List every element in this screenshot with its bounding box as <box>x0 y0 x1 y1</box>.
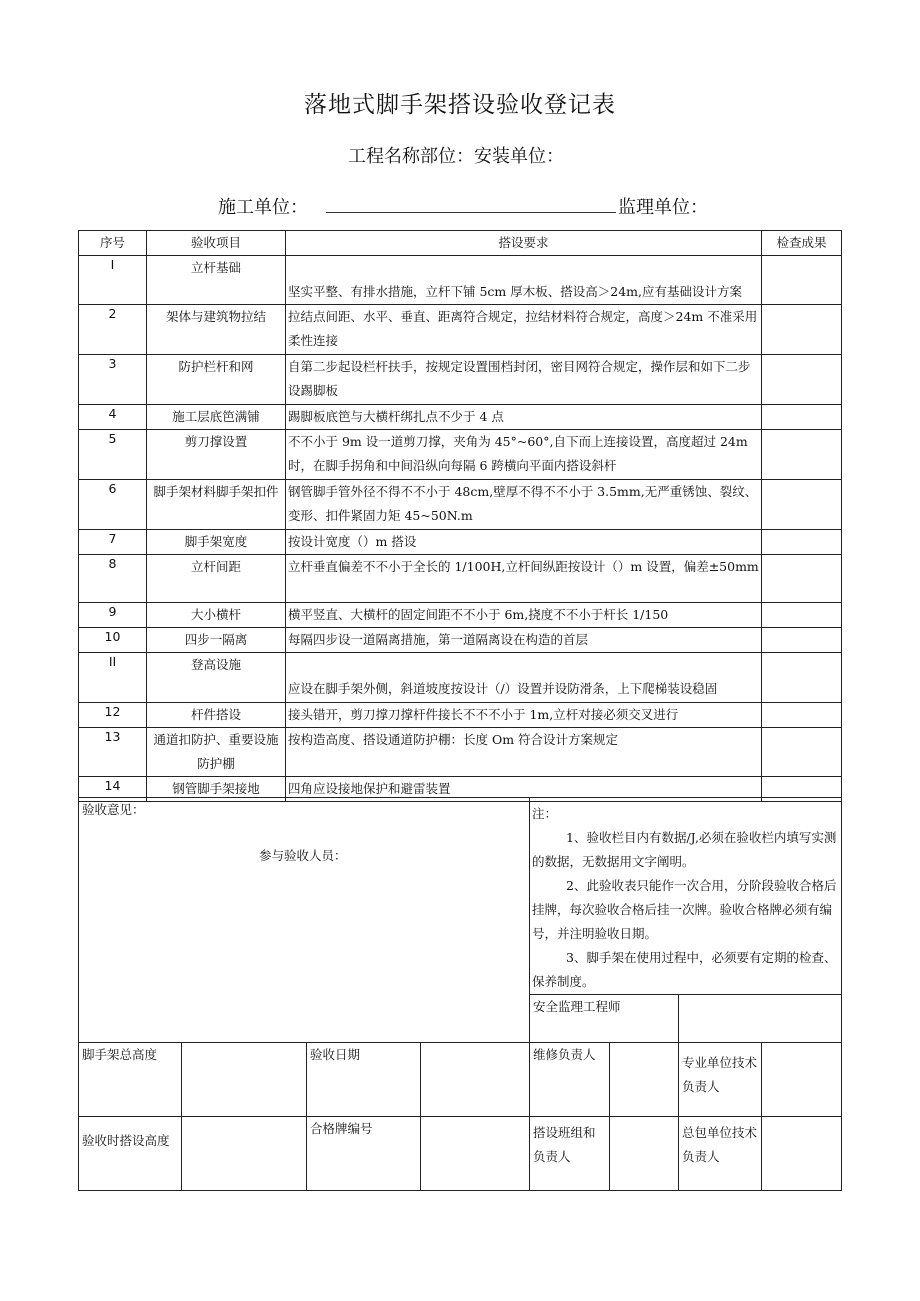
table-row <box>79 530 842 555</box>
row-no: 6 <box>79 480 147 530</box>
row-no: 14 <box>79 777 147 802</box>
row-result[interactable] <box>762 355 842 405</box>
table-row <box>79 480 842 530</box>
table-header-row <box>79 231 842 256</box>
row-item: 施工层底笆满铺 <box>147 405 286 430</box>
total-height-value[interactable] <box>182 1043 307 1117</box>
professional-tech-label: 专业单位技术负责人 <box>679 1043 762 1117</box>
team-lead-value[interactable] <box>610 1117 679 1191</box>
participants-label: 参与验收人员： <box>259 848 347 863</box>
row-result[interactable] <box>762 603 842 628</box>
note-item: 3、脚手架在使用过程中，必须要有定期的检查、保养制度。 <box>532 950 837 989</box>
row-result[interactable] <box>762 703 842 728</box>
supervision-label: 监理单位： <box>618 197 708 218</box>
header-result: 检查成果 <box>762 231 842 256</box>
acceptance-footer-table <box>78 797 842 1191</box>
opinion-cell[interactable] <box>79 798 530 1043</box>
row-item: 四步一隔离 <box>147 628 286 653</box>
row-no: 3 <box>79 355 147 405</box>
row-item: 架体与建筑物拉结 <box>147 305 286 355</box>
row-result[interactable] <box>762 256 842 305</box>
row-item: 杆件搭设 <box>147 703 286 728</box>
row-item: 立杆基础 <box>147 256 286 305</box>
header-no: 序号 <box>79 231 147 256</box>
row-item: 通道扣防护、重要设施防护棚 <box>147 728 286 777</box>
row-no: 13 <box>79 728 147 777</box>
row-no: 10 <box>79 628 147 653</box>
row-result[interactable] <box>762 405 842 430</box>
row-result[interactable] <box>762 555 842 603</box>
safety-engineer-value[interactable] <box>679 995 842 1043</box>
table-row <box>79 256 842 305</box>
row-no: 4 <box>79 405 147 430</box>
row-result[interactable] <box>762 728 842 777</box>
professional-tech-value[interactable] <box>762 1043 842 1117</box>
note-item: 1、验收栏目内有数据/J,必须在验收栏内填写实测的数据，无数据用文字阐明。 <box>532 830 837 869</box>
unit-line <box>218 193 708 219</box>
construction-label: 施工单位： <box>218 197 308 218</box>
row-item: 立杆间距 <box>147 555 286 603</box>
general-tech-value[interactable] <box>762 1117 842 1191</box>
table-row <box>79 653 842 703</box>
safety-engineer-label: 安全监理工程师 <box>530 995 679 1043</box>
general-tech-label: 总包单位技术负责人 <box>679 1117 762 1191</box>
cert-number-label: 合格牌编号 <box>307 1117 421 1191</box>
row-req: 接头错开，剪刀撑刀撑杆件接长不不不小于 1m,立杆对接必须交叉进行 <box>286 703 762 728</box>
maintenance-label: 维修负责人 <box>530 1043 610 1117</box>
row-req: 自第二步起设栏杆扶手，按规定设置围档封闭，密目网符合规定，操作层和如下二步设踢脚板 <box>286 355 762 405</box>
row-item: 大小横杆 <box>147 603 286 628</box>
table-row <box>79 703 842 728</box>
table-row <box>79 405 842 430</box>
current-height-value[interactable] <box>182 1117 307 1191</box>
header-item: 验收项目 <box>147 231 286 256</box>
row-no: 2 <box>79 305 147 355</box>
row-item: 钢管脚手架接地 <box>147 777 286 802</box>
row-result[interactable] <box>762 480 842 530</box>
row-result[interactable] <box>762 305 842 355</box>
acceptance-date-value[interactable] <box>421 1043 530 1117</box>
table-row <box>79 305 842 355</box>
row-no: II <box>79 653 147 703</box>
row-req: 横平竖直、大横杆的固定间距不不小于 6m,挠度不不小于杆长 1/150 <box>286 603 762 628</box>
total-height-label: 脚手架总高度 <box>79 1043 182 1117</box>
row-no: I <box>79 256 147 305</box>
row-req: 每隔四步设一道隔离措施，第一道隔离设在构造的首层 <box>286 628 762 653</box>
header-req: 搭设要求 <box>286 231 762 256</box>
cert-number-value[interactable] <box>421 1117 530 1191</box>
row-item: 脚手架宽度 <box>147 530 286 555</box>
row-req: 钢管脚手管外径不得不不小于 48cm,壁厚不得不不小于 3.5mm,无严重锈蚀、裂纹、变形、扣件紧固力矩 45~50N.m <box>286 480 762 530</box>
maintenance-value[interactable] <box>610 1043 679 1117</box>
construction-blank <box>326 198 616 213</box>
row-item: 登高设施 <box>147 653 286 703</box>
opinion-label: 验收意见： <box>82 802 145 817</box>
row-req: 应设在脚手架外侧，斜道坡度按设计（/）设置并设防滑条，上下爬梯装设稳固 <box>286 653 762 703</box>
row-no: 8 <box>79 555 147 603</box>
row-no: 7 <box>79 530 147 555</box>
row-result[interactable] <box>762 628 842 653</box>
table-row <box>79 355 842 405</box>
row-req: 四角应设接地保护和避雷装置 <box>286 777 762 802</box>
current-height-label: 验收时搭设高度 <box>79 1117 182 1191</box>
row-req: 踢脚板底笆与大横杆绑扎点不少于 4 点 <box>286 405 762 430</box>
row-result[interactable] <box>762 653 842 703</box>
row-no: 5 <box>79 430 147 480</box>
row-result[interactable] <box>762 530 842 555</box>
table-row <box>79 628 842 653</box>
table-row <box>79 430 842 480</box>
table-row <box>79 555 842 603</box>
row-req: 拉结点间距、水平、垂直、距离符合规定，拉结材料符合规定，高度＞24m 不准采用柔性连接 <box>286 305 762 355</box>
row-item: 剪刀撑设置 <box>147 430 286 480</box>
row-no: 12 <box>79 703 147 728</box>
note-item: 2、此验收表只能作一次合用，分阶段验收合格后挂牌，每次验收合格后挂一次牌。验收合格牌必须有编号，并注明验收日期。 <box>532 878 837 941</box>
row-req: 坚实平整、有排水措施，立杆下铺 5cm 厚木板、搭设高＞24m,应有基础设计方案 <box>286 256 762 305</box>
project-line: 工程名称部位：安装单位： <box>348 146 564 167</box>
page-title: 落地式脚手架搭设验收登记表 <box>304 92 616 118</box>
row-item: 防护栏杆和网 <box>147 355 286 405</box>
row-req: 不不小于 9m 设一道剪刀撑，夹角为 45°~60°,自下而上连接设置，高度超过 24m 时，在脚手拐角和中间沿纵向每隔 6 跨横向平面内搭设斜杆 <box>286 430 762 480</box>
notes-label: 注： <box>532 806 558 821</box>
acceptance-table <box>78 230 842 802</box>
acceptance-date-label: 验收日期 <box>307 1043 421 1117</box>
row-result[interactable] <box>762 430 842 480</box>
row-req: 按构造高度、搭设通道防护棚：长度 Om 符合设计方案规定 <box>286 728 762 777</box>
notes-cell <box>530 798 842 995</box>
row-item: 脚手架材料脚手架扣件 <box>147 480 286 530</box>
row-req: 按设计宽度（）m 搭设 <box>286 530 762 555</box>
team-lead-label: 搭设班组和负责人 <box>530 1117 610 1191</box>
table-row <box>79 603 842 628</box>
row-req: 立杆垂直偏差不不小于全长的 1/100H,立杆间纵距按设计（）m 设置，偏差±50mm <box>286 555 762 603</box>
table-row <box>79 728 842 777</box>
row-no: 9 <box>79 603 147 628</box>
